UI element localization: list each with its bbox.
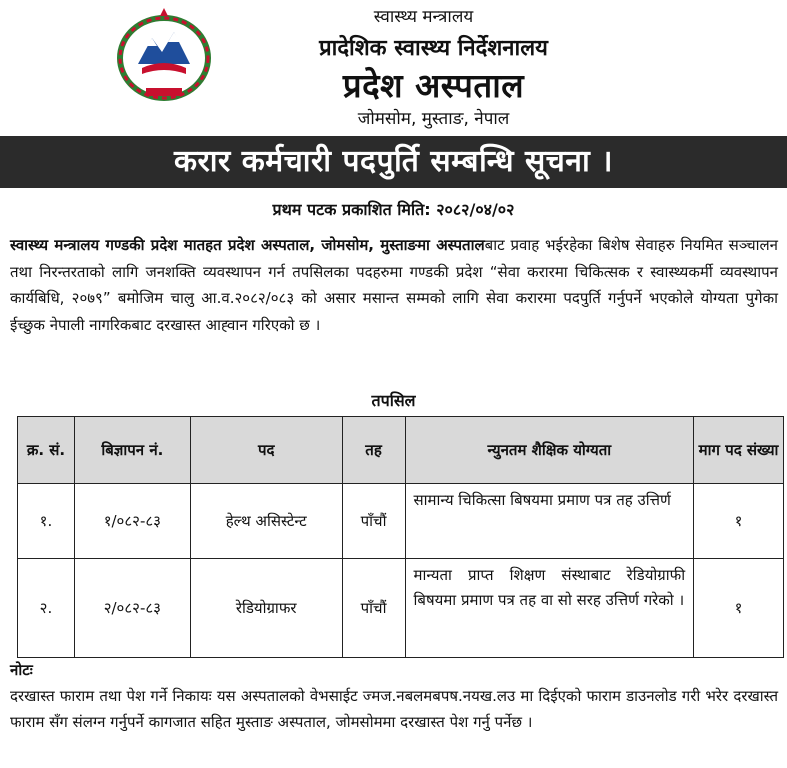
directorate-name: प्रादेशिक स्वास्थ्य निर्देशनालय (319, 36, 548, 61)
col-header-sn: क्र. सं. (18, 417, 75, 484)
intro-paragraph (10, 232, 778, 338)
cell-ad-no: १/०८२-८३ (74, 484, 190, 559)
table-heading: तपसिल (371, 391, 416, 410)
vacancy-table (17, 416, 784, 658)
table-row (18, 559, 784, 658)
cell-sn: १. (18, 484, 75, 559)
table-header-row (18, 417, 784, 484)
cell-sn: २. (18, 559, 75, 658)
hospital-address: जोमसोम, मुस्ताङ, नेपाल (357, 109, 510, 129)
cell-count: १ (694, 484, 784, 559)
note-text: दरखास्त फाराम तथा पेश गर्ने निकायः यस अस्पतालको वेभसाईट ज्मज.नबलमबपष.नयख.लउ मा दिईएको फाराम डाउनलोड गरी भरेर दरखास्त फाराम सँग संलग्न गर्नुपर्ने कागजात सहित मुस्ताङ अस्पताल, जोमसोममा दरखास्त पेश गर्नु पर्नेछ । (10, 687, 778, 731)
hospital-name: प्रदेश अस्पताल (342, 66, 525, 105)
cell-post: हेल्थ असिस्टेन्ट (190, 484, 342, 559)
intro-rest: बाट प्रवाह भईरहेका बिशेष सेवाहरु नियमित सञ्चालन तथा निरन्तरताको लागि जनशक्ति व्यवस्थापन गर्न तपसिलका पदहरुमा गण्डकी प्रदेश “सेवा करारमा चिकित्सक र स्वास्थ्यकर्मी व्यवस्थापन कार्यबिधि, २०७९” बमोजिम चालु आ.व.२०८२/०८३ को असार मसान्त सम्मको लागि सेवा करारमा पदपुर्ति गर्नुपर्ने भएकोले योग्यता पुगेका ईच्छुक नेपाली नागरिकबाट दरखास्त आह्‍वान गरिएको छ । (10, 236, 779, 334)
cell-level: पाँचौं (342, 559, 405, 658)
note-label: नोटः (10, 661, 33, 679)
cell-ad-no: २/०८२-८३ (74, 559, 190, 658)
publication-date: प्रथम पटक प्रकाशित मिति: २०८२/०४/०२ (272, 200, 515, 219)
cell-qualification: सामान्य चिकित्सा बिषयमा प्रमाण पत्र तह उत्तिर्ण (405, 484, 694, 559)
ministry-name: स्वास्थ्य मन्त्रालय (373, 7, 474, 27)
cell-level: पाँचौं (342, 484, 405, 559)
col-header-qualification: न्युनतम शैक्षिक योग्यता (405, 417, 694, 484)
notice-title-banner: करार कर्मचारी पदपुर्ति सम्बन्धि सूचना । (0, 136, 787, 188)
cell-count: १ (694, 559, 784, 658)
col-header-ad-no: बिज्ञापन नं. (74, 417, 190, 484)
table-row (18, 484, 784, 559)
letterhead (0, 0, 787, 134)
col-header-count: माग पद संख्या (694, 417, 784, 484)
col-header-post: पद (190, 417, 342, 484)
intro-bold: स्वास्थ्य मन्त्रालय गण्डकी प्रदेश मातहत प्रदेश अस्पताल, जोमसोम, मुस्ताङमा अस्पताल (10, 236, 485, 254)
cell-post: रेडियोग्राफर (190, 559, 342, 658)
col-header-level: तह (342, 417, 405, 484)
cell-qualification: मान्यता प्राप्त शिक्षण संस्थाबाट रेडियोग्राफी बिषयमा प्रमाण पत्र तह वा सो सरह उत्तिर्ण गरेको । (405, 559, 694, 658)
